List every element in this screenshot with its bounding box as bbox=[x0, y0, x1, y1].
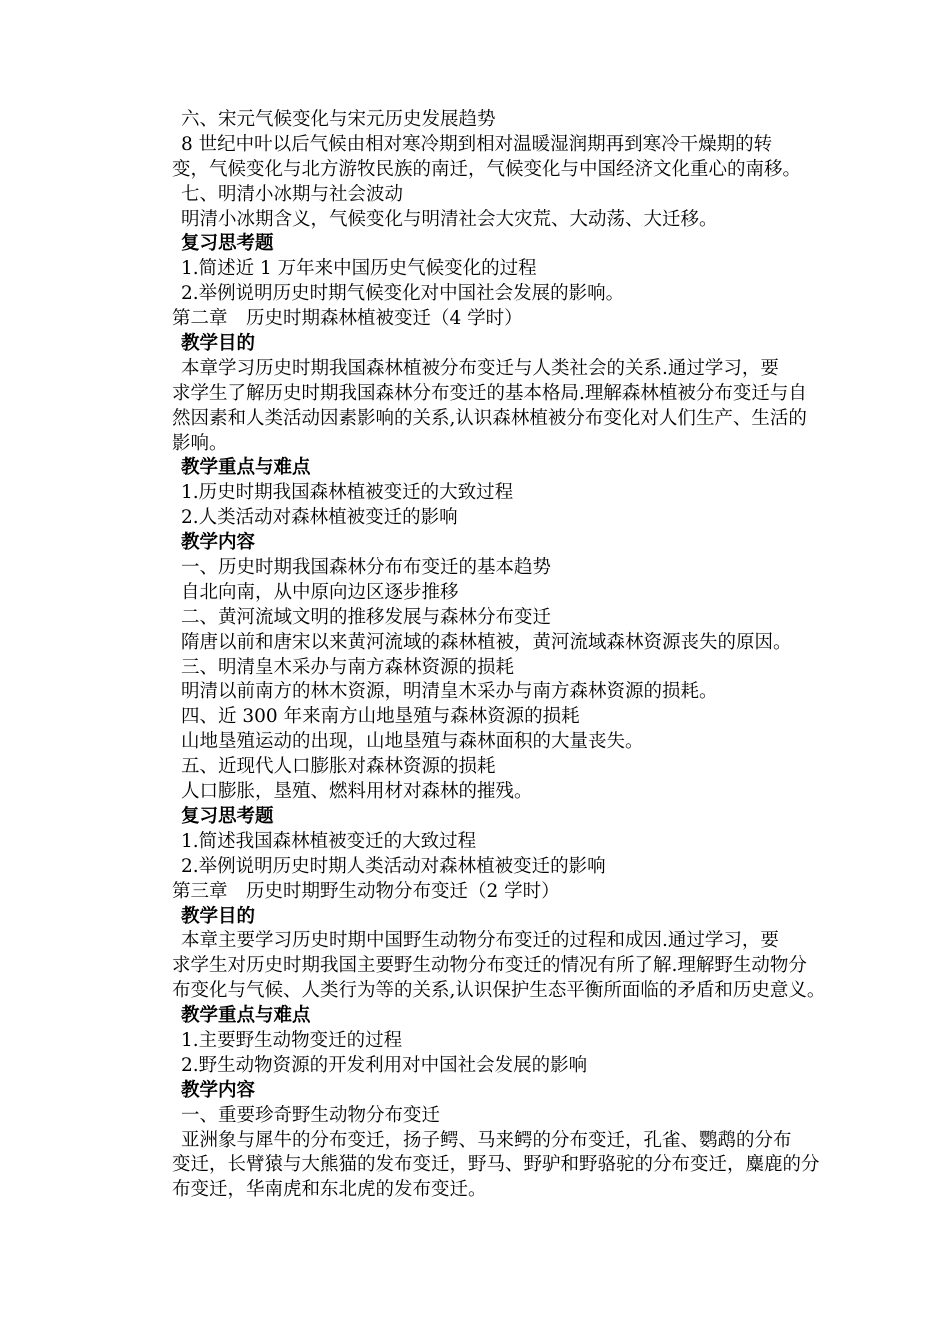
section-heading: 复习思考题 bbox=[181, 233, 274, 255]
text-line: 明清小冰期含义，气候变化与明清社会大灾荒、大动荡、大迁移。 bbox=[181, 208, 718, 230]
text-line: 亚洲象与犀牛的分布变迁，扬子鳄、马来鳄的分布变迁，孔雀、鹦鹉的分布 bbox=[181, 1129, 792, 1151]
text-line: 1.简述近 1 万年来中国历史气候变化的过程 bbox=[181, 258, 537, 280]
text-line: 影响。 bbox=[172, 432, 228, 454]
section-heading: 教学内容 bbox=[181, 532, 256, 554]
text-line: 1.历史时期我国森林植被变迁的大致过程 bbox=[181, 482, 514, 504]
text-line: 隋唐以前和唐宋以来黄河流域的森林植被，黄河流域森林资源丧失的原因。 bbox=[181, 631, 792, 653]
section-heading: 教学重点与难点 bbox=[181, 457, 311, 479]
text-line: 本章学习历史时期我国森林植被分布变迁与人类社会的关系.通过学习，要 bbox=[181, 357, 779, 379]
text-line: 变迁，长臂猿与大熊猫的发布变迁，野马、野驴和野骆驼的分布变迁，麋鹿的分 bbox=[172, 1154, 820, 1176]
text-line: 一、历史时期我国森林分布布变迁的基本趋势 bbox=[181, 557, 552, 579]
text-line: 2.野生动物资源的开发利用对中国社会发展的影响 bbox=[181, 1054, 588, 1076]
text-line: 求学生了解历史时期我国森林分布变迁的基本格局.理解森林植被分布变迁与自 bbox=[172, 382, 807, 404]
text-line: 1.主要野生动物变迁的过程 bbox=[181, 1029, 403, 1051]
text-line: 第二章 历史时期森林植被变迁（4 学时） bbox=[172, 308, 523, 330]
text-line: 求学生对历史时期我国主要野生动物分布变迁的情况有所了解.理解野生动物分 bbox=[172, 955, 807, 977]
text-line: 第三章 历史时期野生动物分布变迁（2 学时） bbox=[172, 880, 560, 902]
section-heading: 教学目的 bbox=[181, 333, 256, 355]
text-line: 二、黄河流域文明的推移发展与森林分布变迁 bbox=[181, 606, 552, 628]
text-line: 三、明清皇木采办与南方森林资源的损耗 bbox=[181, 656, 515, 678]
text-line: 自北向南，从中原向边区逐步推移 bbox=[181, 581, 459, 603]
text-line: 2.人类活动对森林植被变迁的影响 bbox=[181, 507, 458, 529]
text-line: 布变迁，华南虎和东北虎的发布变迁。 bbox=[172, 1179, 487, 1201]
text-line: 明清以前南方的林木资源，明清皇木采办与南方森林资源的损耗。 bbox=[181, 681, 718, 703]
text-line: 一、重要珍奇野生动物分布变迁 bbox=[181, 1104, 441, 1126]
text-line: 2.举例说明历史时期气候变化对中国社会发展的影响。 bbox=[181, 283, 625, 305]
document-page bbox=[0, 108, 950, 1203]
text-line: 七、明清小冰期与社会波动 bbox=[181, 183, 404, 205]
section-heading: 教学内容 bbox=[181, 1079, 256, 1101]
text-line: 人口膨胀，垦殖、燃料用材对森林的摧残。 bbox=[181, 781, 533, 803]
text-line: 六、宋元气候变化与宋元历史发展趋势 bbox=[181, 109, 496, 130]
text-line: 然因素和人类活动因素影响的关系,认识森林植被分布变化对人们生产、生活的 bbox=[172, 407, 807, 429]
text-line: 五、近现代人口膨胀对森林资源的损耗 bbox=[181, 756, 496, 778]
text-line: 变，气候变化与北方游牧民族的南迁，气候变化与中国经济文化重心的南移。 bbox=[172, 158, 802, 180]
text-line: 四、近 300 年来南方山地垦殖与森林资源的损耗 bbox=[181, 706, 580, 728]
text-line: 2.举例说明历史时期人类活动对森林植被变迁的影响 bbox=[181, 855, 606, 877]
text-line: 山地垦殖运动的出现，山地垦殖与森林面积的大量丧失。 bbox=[181, 731, 644, 753]
text-line: 布变化与气候、人类行为等的关系,认识保护生态平衡所面临的矛盾和历史意义。 bbox=[172, 980, 826, 1002]
section-heading: 教学重点与难点 bbox=[181, 1005, 311, 1027]
text-line: 8 世纪中叶以后气候由相对寒冷期到相对温暖湿润期再到寒冷干燥期的转 bbox=[181, 133, 773, 155]
section-heading: 教学目的 bbox=[181, 905, 256, 927]
section-heading: 复习思考题 bbox=[181, 805, 274, 827]
text-line: 本章主要学习历史时期中国野生动物分布变迁的过程和成因.通过学习，要 bbox=[181, 930, 779, 952]
text-line: 1.简述我国森林植被变迁的大致过程 bbox=[181, 830, 477, 852]
